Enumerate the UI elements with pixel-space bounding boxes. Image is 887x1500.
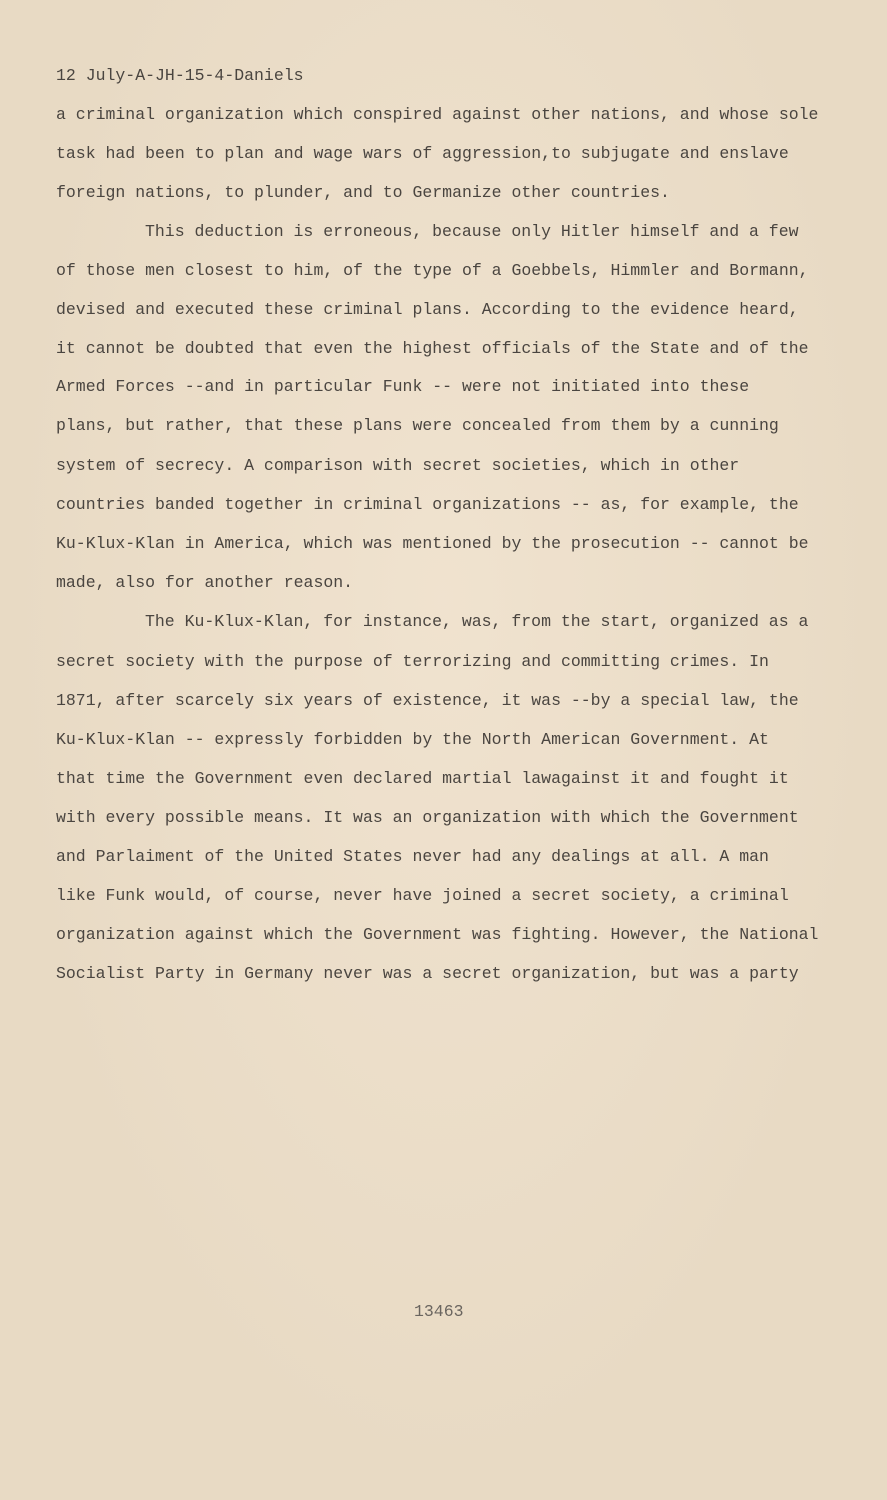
text-line: countries banded together in criminal organizations -- as, for example, the [56, 495, 799, 514]
text-line: secret society with the purpose of terrorizing and committing crimes. In [56, 652, 769, 671]
text-line: of those men closest to him, of the type of a Goebbels, Himmler and Bormann, [56, 261, 809, 280]
paragraph-start-line: This deduction is erroneous, because only Hitler himself and a few [145, 222, 799, 241]
text-line: a criminal organization which conspired against other nations, and whose sole [56, 105, 819, 124]
text-line: with every possible means. It was an organization with which the Government [56, 808, 799, 827]
text-line: plans, but rather, that these plans were concealed from them by a cunning [56, 416, 779, 435]
paragraph-start-line: The Ku-Klux-Klan, for instance, was, from the start, organized as a [145, 612, 809, 631]
text-line: devised and executed these criminal plans. According to the evidence heard, [56, 300, 799, 319]
text-line: 1871, after scarcely six years of existence, it was --by a special law, the [56, 691, 799, 710]
text-line: Armed Forces --and in particular Funk -- were not initiated into these [56, 377, 750, 396]
text-line: and Parlaiment of the United States never had any dealings at all. A man [56, 847, 769, 866]
text-line: system of secrecy. A comparison with secret societies, which in other [56, 456, 740, 475]
text-line: foreign nations, to plunder, and to Germanize other countries. [56, 183, 670, 202]
page-header: 12 July-A-JH-15-4-Daniels [56, 66, 304, 85]
text-line: Ku-Klux-Klan in America, which was mentioned by the prosecution -- cannot be [56, 534, 809, 553]
page-number: 13463 [414, 1302, 464, 1321]
text-line: Ku-Klux-Klan -- expressly forbidden by the North American Government. At [56, 730, 769, 749]
text-line: task had been to plan and wage wars of aggression,to subjugate and enslave [56, 144, 789, 163]
text-line: that time the Government even declared martial lawagainst it and fought it [56, 769, 789, 788]
text-line: organization against which the Government was fighting. However, the National [56, 925, 819, 944]
text-line: made, also for another reason. [56, 573, 354, 592]
text-line: like Funk would, of course, never have joined a secret society, a criminal [56, 886, 789, 905]
text-line: Socialist Party in Germany never was a secret organization, but was a party [56, 964, 799, 983]
text-line: it cannot be doubted that even the highest officials of the State and of the [56, 339, 809, 358]
